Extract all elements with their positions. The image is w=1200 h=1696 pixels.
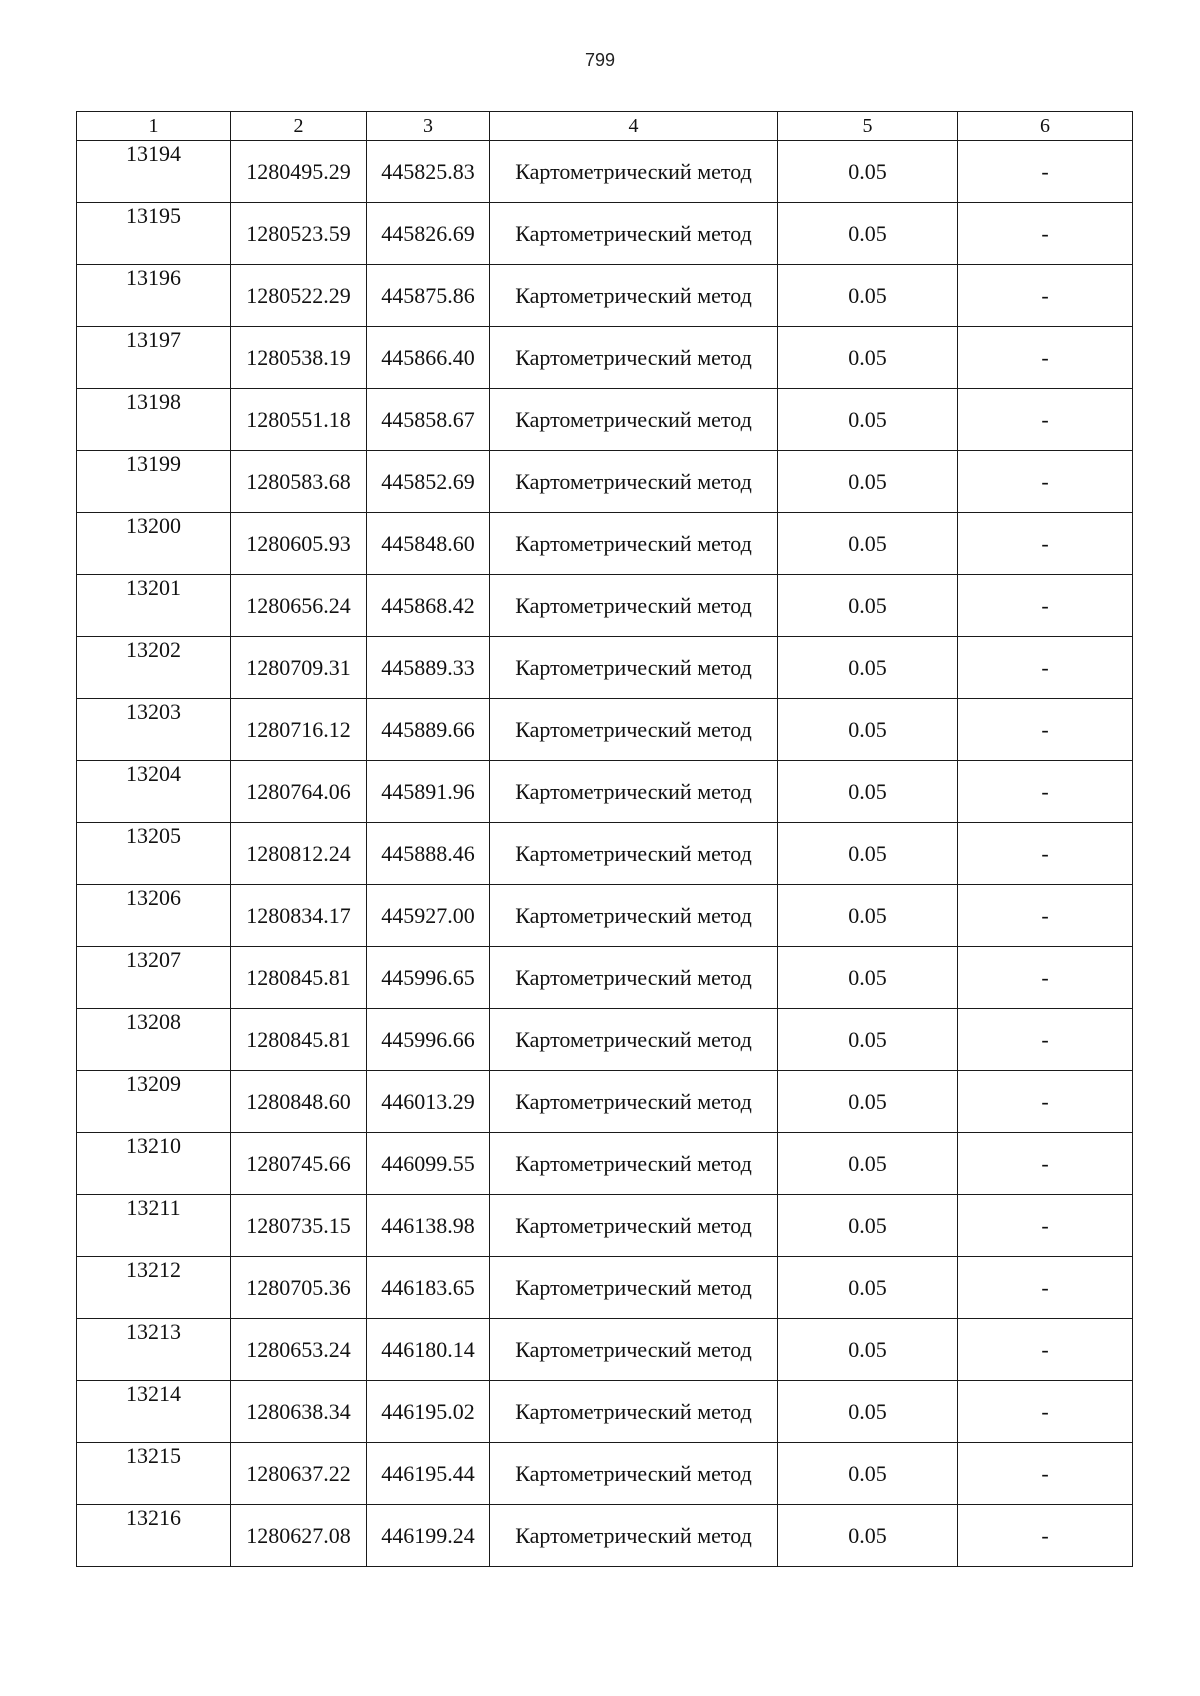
- note-cell: -: [958, 141, 1133, 203]
- y-coordinate-cell: 445889.33: [367, 637, 490, 699]
- point-number-cell: 13207: [77, 947, 231, 1009]
- accuracy-cell: 0.05: [778, 885, 958, 947]
- accuracy-cell: 0.05: [778, 1133, 958, 1195]
- point-number-cell: 13203: [77, 699, 231, 761]
- method-cell: Картометрический метод: [490, 1505, 778, 1567]
- y-coordinate-cell: 445996.65: [367, 947, 490, 1009]
- point-number-cell: 13194: [77, 141, 231, 203]
- table-row: [77, 389, 1133, 451]
- y-coordinate-cell: 445852.69: [367, 451, 490, 513]
- method-cell: Картометрический метод: [490, 327, 778, 389]
- column-header-3: 3: [367, 112, 490, 141]
- note-cell: -: [958, 389, 1133, 451]
- y-coordinate-cell: 445927.00: [367, 885, 490, 947]
- x-coordinate-cell: 1280637.22: [231, 1443, 367, 1505]
- accuracy-cell: 0.05: [778, 141, 958, 203]
- x-coordinate-cell: 1280834.17: [231, 885, 367, 947]
- method-cell: Картометрический метод: [490, 1009, 778, 1071]
- method-cell: Картометрический метод: [490, 203, 778, 265]
- note-cell: -: [958, 823, 1133, 885]
- method-cell: Картометрический метод: [490, 885, 778, 947]
- method-cell: Картометрический метод: [490, 141, 778, 203]
- note-cell: -: [958, 1443, 1133, 1505]
- table-row: [77, 1195, 1133, 1257]
- point-number-cell: 13202: [77, 637, 231, 699]
- note-cell: -: [958, 1009, 1133, 1071]
- y-coordinate-cell: 445866.40: [367, 327, 490, 389]
- point-number-cell: 13198: [77, 389, 231, 451]
- accuracy-cell: 0.05: [778, 1381, 958, 1443]
- y-coordinate-cell: 445858.67: [367, 389, 490, 451]
- x-coordinate-cell: 1280523.59: [231, 203, 367, 265]
- point-number-cell: 13216: [77, 1505, 231, 1567]
- header-row: [77, 112, 1133, 141]
- accuracy-cell: 0.05: [778, 265, 958, 327]
- method-cell: Картометрический метод: [490, 699, 778, 761]
- x-coordinate-cell: 1280745.66: [231, 1133, 367, 1195]
- note-cell: -: [958, 327, 1133, 389]
- note-cell: -: [958, 513, 1133, 575]
- x-coordinate-cell: 1280812.24: [231, 823, 367, 885]
- x-coordinate-cell: 1280653.24: [231, 1319, 367, 1381]
- note-cell: -: [958, 203, 1133, 265]
- x-coordinate-cell: 1280538.19: [231, 327, 367, 389]
- table-row: [77, 1505, 1133, 1567]
- y-coordinate-cell: 445891.96: [367, 761, 490, 823]
- note-cell: -: [958, 575, 1133, 637]
- note-cell: -: [958, 1133, 1133, 1195]
- note-cell: -: [958, 1381, 1133, 1443]
- accuracy-cell: 0.05: [778, 389, 958, 451]
- table-row: [77, 1381, 1133, 1443]
- x-coordinate-cell: 1280705.36: [231, 1257, 367, 1319]
- y-coordinate-cell: 446138.98: [367, 1195, 490, 1257]
- y-coordinate-cell: 445875.86: [367, 265, 490, 327]
- x-coordinate-cell: 1280627.08: [231, 1505, 367, 1567]
- point-number-cell: 13196: [77, 265, 231, 327]
- note-cell: -: [958, 761, 1133, 823]
- table-row: [77, 823, 1133, 885]
- note-cell: -: [958, 699, 1133, 761]
- method-cell: Картометрический метод: [490, 1443, 778, 1505]
- table-row: [77, 1319, 1133, 1381]
- method-cell: Картометрический метод: [490, 1195, 778, 1257]
- table-row: [77, 327, 1133, 389]
- point-number-cell: 13206: [77, 885, 231, 947]
- x-coordinate-cell: 1280848.60: [231, 1071, 367, 1133]
- note-cell: -: [958, 885, 1133, 947]
- note-cell: -: [958, 947, 1133, 1009]
- method-cell: Картометрический метод: [490, 637, 778, 699]
- note-cell: -: [958, 1505, 1133, 1567]
- x-coordinate-cell: 1280495.29: [231, 141, 367, 203]
- accuracy-cell: 0.05: [778, 203, 958, 265]
- column-header-1: 1: [77, 112, 231, 141]
- accuracy-cell: 0.05: [778, 1319, 958, 1381]
- y-coordinate-cell: 445996.66: [367, 1009, 490, 1071]
- table-row: [77, 947, 1133, 1009]
- note-cell: -: [958, 1319, 1133, 1381]
- method-cell: Картометрический метод: [490, 1071, 778, 1133]
- method-cell: Картометрический метод: [490, 575, 778, 637]
- y-coordinate-cell: 445825.83: [367, 141, 490, 203]
- method-cell: Картометрический метод: [490, 1257, 778, 1319]
- table-row: [77, 699, 1133, 761]
- y-coordinate-cell: 446195.02: [367, 1381, 490, 1443]
- point-number-cell: 13215: [77, 1443, 231, 1505]
- point-number-cell: 13204: [77, 761, 231, 823]
- method-cell: Картометрический метод: [490, 451, 778, 513]
- column-header-2: 2: [231, 112, 367, 141]
- column-header-5: 5: [778, 112, 958, 141]
- y-coordinate-cell: 445868.42: [367, 575, 490, 637]
- point-number-cell: 13212: [77, 1257, 231, 1319]
- table-row: [77, 451, 1133, 513]
- point-number-cell: 13214: [77, 1381, 231, 1443]
- x-coordinate-cell: 1280709.31: [231, 637, 367, 699]
- x-coordinate-cell: 1280522.29: [231, 265, 367, 327]
- table-row: [77, 1443, 1133, 1505]
- x-coordinate-cell: 1280656.24: [231, 575, 367, 637]
- y-coordinate-cell: 446099.55: [367, 1133, 490, 1195]
- page-number: 799: [584, 50, 616, 70]
- table-row: [77, 203, 1133, 265]
- table-row: [77, 265, 1133, 327]
- accuracy-cell: 0.05: [778, 1071, 958, 1133]
- method-cell: Картометрический метод: [490, 1319, 778, 1381]
- x-coordinate-cell: 1280735.15: [231, 1195, 367, 1257]
- table-body: [77, 141, 1133, 1567]
- table-row: [77, 1071, 1133, 1133]
- table-row: [77, 1257, 1133, 1319]
- accuracy-cell: 0.05: [778, 1257, 958, 1319]
- point-number-cell: 13205: [77, 823, 231, 885]
- y-coordinate-cell: 445848.60: [367, 513, 490, 575]
- accuracy-cell: 0.05: [778, 327, 958, 389]
- table-row: [77, 761, 1133, 823]
- point-number-cell: 13201: [77, 575, 231, 637]
- note-cell: -: [958, 451, 1133, 513]
- method-cell: Картометрический метод: [490, 823, 778, 885]
- x-coordinate-cell: 1280605.93: [231, 513, 367, 575]
- note-cell: -: [958, 637, 1133, 699]
- table-row: [77, 637, 1133, 699]
- method-cell: Картометрический метод: [490, 265, 778, 327]
- point-number-cell: 13211: [77, 1195, 231, 1257]
- y-coordinate-cell: 446199.24: [367, 1505, 490, 1567]
- table-row: [77, 513, 1133, 575]
- note-cell: -: [958, 1257, 1133, 1319]
- accuracy-cell: 0.05: [778, 637, 958, 699]
- point-number-cell: 13209: [77, 1071, 231, 1133]
- x-coordinate-cell: 1280845.81: [231, 1009, 367, 1071]
- method-cell: Картометрический метод: [490, 947, 778, 1009]
- x-coordinate-cell: 1280845.81: [231, 947, 367, 1009]
- y-coordinate-cell: 446183.65: [367, 1257, 490, 1319]
- x-coordinate-cell: 1280638.34: [231, 1381, 367, 1443]
- note-cell: -: [958, 1071, 1133, 1133]
- accuracy-cell: 0.05: [778, 1009, 958, 1071]
- point-number-cell: 13213: [77, 1319, 231, 1381]
- method-cell: Картометрический метод: [490, 1133, 778, 1195]
- accuracy-cell: 0.05: [778, 947, 958, 1009]
- column-header-6: 6: [958, 112, 1133, 141]
- accuracy-cell: 0.05: [778, 699, 958, 761]
- method-cell: Картометрический метод: [490, 1381, 778, 1443]
- point-number-cell: 13208: [77, 1009, 231, 1071]
- accuracy-cell: 0.05: [778, 575, 958, 637]
- point-number-cell: 13210: [77, 1133, 231, 1195]
- y-coordinate-cell: 446180.14: [367, 1319, 490, 1381]
- method-cell: Картометрический метод: [490, 761, 778, 823]
- y-coordinate-cell: 445826.69: [367, 203, 490, 265]
- x-coordinate-cell: 1280716.12: [231, 699, 367, 761]
- note-cell: -: [958, 265, 1133, 327]
- x-coordinate-cell: 1280551.18: [231, 389, 367, 451]
- table-row: [77, 575, 1133, 637]
- x-coordinate-cell: 1280583.68: [231, 451, 367, 513]
- y-coordinate-cell: 445888.46: [367, 823, 490, 885]
- table-row: [77, 885, 1133, 947]
- point-number-cell: 13199: [77, 451, 231, 513]
- accuracy-cell: 0.05: [778, 1195, 958, 1257]
- y-coordinate-cell: 445889.66: [367, 699, 490, 761]
- accuracy-cell: 0.05: [778, 451, 958, 513]
- note-cell: -: [958, 1195, 1133, 1257]
- table-row: [77, 1133, 1133, 1195]
- point-number-cell: 13200: [77, 513, 231, 575]
- table-row: [77, 141, 1133, 203]
- table-row: [77, 1009, 1133, 1071]
- x-coordinate-cell: 1280764.06: [231, 761, 367, 823]
- method-cell: Картометрический метод: [490, 513, 778, 575]
- y-coordinate-cell: 446013.29: [367, 1071, 490, 1133]
- accuracy-cell: 0.05: [778, 823, 958, 885]
- y-coordinate-cell: 446195.44: [367, 1443, 490, 1505]
- column-header-4: 4: [490, 112, 778, 141]
- coordinates-table: [76, 111, 1133, 1567]
- accuracy-cell: 0.05: [778, 513, 958, 575]
- accuracy-cell: 0.05: [778, 1443, 958, 1505]
- accuracy-cell: 0.05: [778, 761, 958, 823]
- accuracy-cell: 0.05: [778, 1505, 958, 1567]
- point-number-cell: 13197: [77, 327, 231, 389]
- method-cell: Картометрический метод: [490, 389, 778, 451]
- point-number-cell: 13195: [77, 203, 231, 265]
